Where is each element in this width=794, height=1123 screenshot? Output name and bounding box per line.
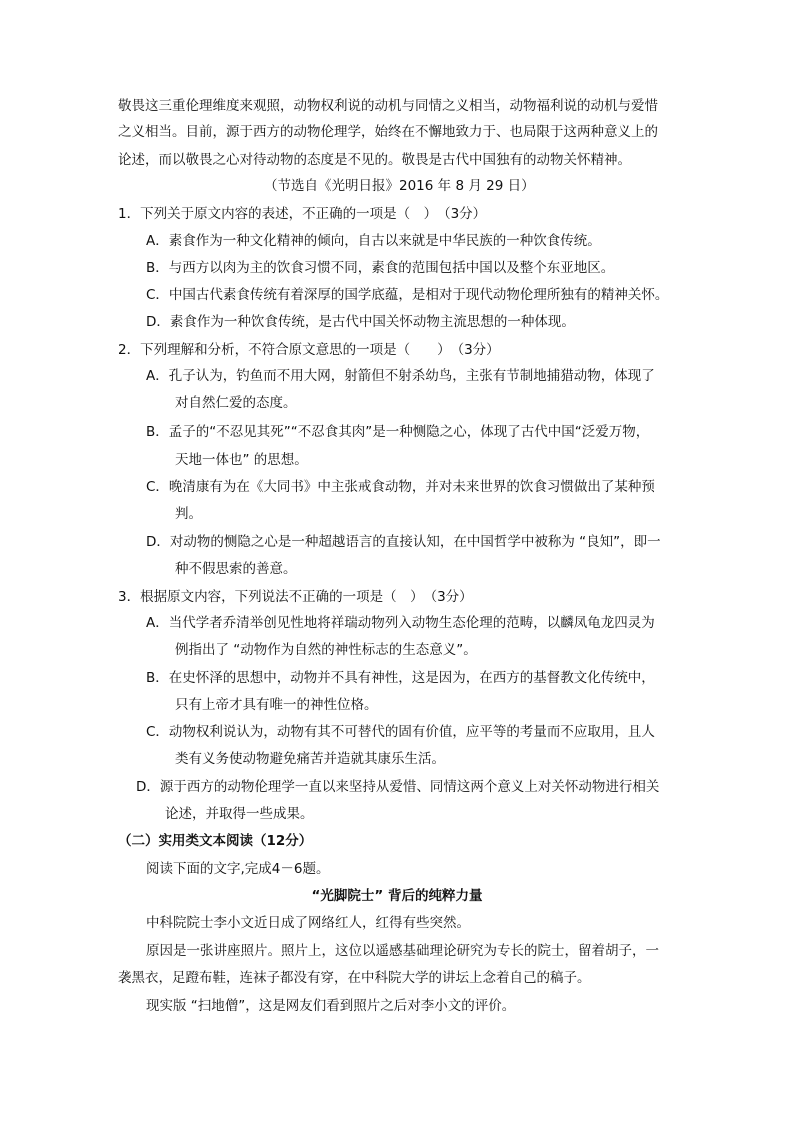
question-1-option-c: C．中国古代素食传统有着深厚的国学底蕴，是相对于现代动物伦理所独有的精神关怀。 [146, 287, 669, 303]
question-3-stem: 3．根据原文内容，下列说法不正确的一项是（ ） （3分） [118, 589, 473, 605]
question-1-option-d: D．素食作为一种饮食传统，是古代中国关怀动物主流思想的一种体现。 [146, 314, 575, 330]
question-1-stem: 1．下列关于原文内容的表述，不正确的一项是（ ） （3分） [118, 206, 487, 222]
question-3-option-a-line-1: A．当代学者乔清举创见性地将祥瑞动物列入动物生态伦理的范畴，以麟凤龟龙四灵为 [146, 615, 655, 631]
article-paragraph-1: 中科院院士李小文近日成了网络红人，红得有些突然。 [146, 915, 470, 931]
intro-line-1: 敬畏这三重伦理维度来观照，动物权利说的动机与同情之义相当，动物福利说的动机与爱惜 [118, 98, 658, 114]
question-1-option-b: B．与西方以肉为主的饮食习惯不同，素食的范围包括中国以及整个东亚地区。 [146, 260, 615, 276]
article-title: “光脚院士” 背后的纯粹力量 [311, 888, 483, 904]
question-2-option-d-line-2: 种不假思索的善意。 [175, 561, 297, 577]
question-1-option-a: A．素食作为一种文化精神的倾向，自古以来就是中华民族的一种饮食传统。 [146, 233, 601, 249]
question-2-option-d-line-1: D．对动物的恻隐之心是一种超越语言的直接认知，在中国哲学中被称为 “良知”，即一 [146, 534, 661, 550]
question-3-option-b-line-1: B．在史怀泽的思想中，动物并不具有神性，这是因为，在西方的基督教文化传统中， [146, 670, 655, 686]
article-paragraph-3: 现实版 “扫地僧”，这是网友们看到照片之后对李小文的评价。 [146, 998, 516, 1014]
question-3-option-d-line-1: D．源于西方的动物伦理学一直以来坚持从爱惜、同情这两个意义上对关怀动物进行相关 [136, 779, 660, 795]
question-2-option-a-line-1: A．孔子认为，钓鱼而不用大网，射箭但不射杀幼鸟，主张有节制地捕猎动物，体现了 [146, 368, 655, 384]
question-2-option-a-line-2: 对自然仁爱的态度。 [175, 395, 297, 411]
question-3-option-a-line-2: 例指出了 “动物作为自然的神性标志的生态意义”。 [175, 642, 477, 658]
question-3-option-c-line-2: 类有义务使动物避免痛苦并造就其康乐生活。 [175, 751, 445, 767]
source-citation: （节选自《光明日报》2016 年 8 月 29 日） [264, 178, 535, 194]
question-2-option-c-line-1: C．晚清康有为在《大同书》中主张戒食动物，并对未来世界的饮食习惯做出了某种预 [146, 479, 655, 495]
question-2-option-c-line-2: 判。 [175, 506, 202, 522]
intro-line-3: 论述，而以敬畏之心对待动物的态度是不见的。敬畏是古代中国独有的动物关怀精神。 [118, 152, 631, 168]
question-2-option-b-line-2: 天地一体也” 的思想。 [175, 452, 308, 468]
intro-line-2: 之义相当。目前，源于西方的动物伦理学，始终在不懈地致力于、也局限于这两种意义上的 [118, 124, 658, 140]
reading-instruction: 阅读下面的文字,完成4－6题。 [146, 861, 330, 877]
question-3-option-d-line-2: 论述，并取得一些成果。 [165, 806, 314, 822]
section-heading: （二）实用类文本阅读（12分） [118, 833, 313, 849]
question-2-option-b-line-1: B．孟子的“不忍见其死”“不忍食其肉”是一种恻隐之心，体现了古代中国“泛爱万物， [146, 424, 650, 440]
question-2-stem: 2．下列理解和分析，不符合原文意思的一项是（ ） （3分） [118, 342, 500, 358]
question-3-option-c-line-1: C．动物权利说认为，动物有其不可替代的固有价值，应平等的考量而不应取用，且人 [146, 724, 655, 740]
question-3-option-b-line-2: 只有上帝才具有唯一的神性位格。 [175, 697, 378, 713]
article-paragraph-2-line-1: 原因是一张讲座照片。照片上，这位以遥感基础理论研究为专长的院士，留着胡子，一 [146, 943, 659, 959]
article-paragraph-2-line-2: 袭黑衣，足蹬布鞋，连袜子都没有穿，在中科院大学的讲坛上念着自己的稿子。 [118, 970, 591, 986]
